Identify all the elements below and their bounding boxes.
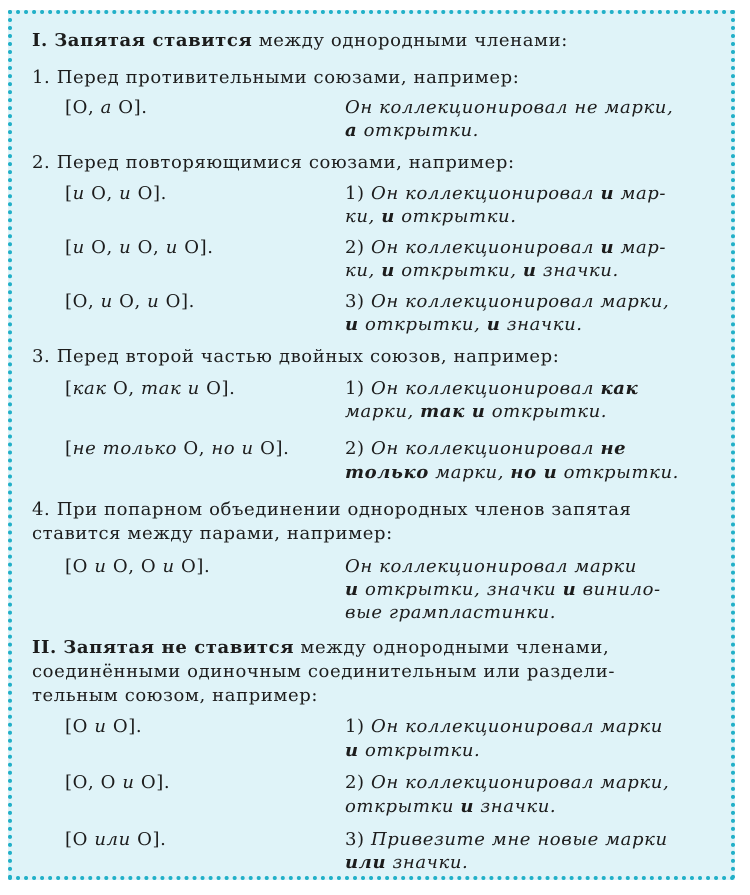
section2-title: II. Запятая не ставится между однородными членами, — [32, 637, 610, 658]
rule1-example-l2: а открытки. — [345, 120, 479, 141]
section2-example-1-l2: и открытки. — [345, 740, 481, 761]
rule3-scheme-1: [как О, так и О]. — [65, 378, 236, 399]
rule2-example-3-l1: 3) Он коллекционировал марки, — [345, 291, 670, 312]
rule3-heading: 3. Перед второй частью двойных союзов, например: — [32, 346, 560, 367]
rule1-scheme: [О, а О]. — [65, 97, 148, 118]
section2-example-2-l2: открытки и значки. — [345, 796, 557, 817]
rule2-scheme-3: [О, и О, и О]. — [65, 291, 195, 312]
rule4-heading-l1: 4. При попарном объединении однородных членов запятая — [32, 499, 632, 520]
section2-scheme-2: [О, О и О]. — [65, 772, 171, 793]
rule2-example-1-l1: 1) Он коллекционировал и мар- — [345, 183, 667, 204]
section2-example-2-l1: 2) Он коллекционировал марки, — [345, 772, 670, 793]
rule2-example-3-l2: и открытки, и значки. — [345, 314, 583, 335]
rule4-example-l2: и открытки, значки и винило- — [345, 579, 661, 600]
rule2-example-2-l2: ки, и открытки, и значки. — [345, 260, 619, 281]
section2-l3: тельным союзом, например: — [32, 685, 319, 706]
rule4-heading-l2: ставится между парами, например: — [32, 523, 393, 544]
rule3-scheme-2: [не только О, но и О]. — [65, 438, 290, 459]
rule1-heading: 1. Перед противительными союзами, например: — [32, 67, 520, 88]
rule4-example-l3: вые грампластинки. — [345, 602, 557, 623]
rule2-heading: 2. Перед повторяющимися союзами, например: — [32, 152, 515, 173]
rule2-example-1-l2: ки, и открытки. — [345, 206, 517, 227]
section2-l2: соединёнными одиночным соединительным или раздели- — [32, 661, 616, 682]
section2-example-3-l2: или значки. — [345, 852, 469, 873]
rule3-example-2-l2: только марки, но и открытки. — [345, 462, 679, 483]
section1-title: I. Запятая ставится между однородными членами: — [32, 30, 568, 51]
rule3-example-1-l1: 1) Он коллекционировал как — [345, 378, 639, 399]
section2-scheme-3: [О или О]. — [65, 829, 167, 850]
section2-example-1-l1: 1) Он коллекционировал марки — [345, 716, 663, 737]
rule2-scheme-1: [и О, и О]. — [65, 183, 167, 204]
rule4-example-l1: Он коллекционировал марки — [345, 556, 637, 577]
rule3-example-2-l1: 2) Он коллекционировал не — [345, 438, 627, 459]
rule3-example-1-l2: марки, так и открытки. — [345, 401, 608, 422]
rule1-example-l1: Он коллекционировал не марки, — [345, 97, 674, 118]
rule4-scheme: [О и О, О и О]. — [65, 556, 211, 577]
section2-scheme-1: [О и О]. — [65, 716, 143, 737]
rule2-scheme-2: [и О, и О, и О]. — [65, 237, 214, 258]
section2-example-3-l1: 3) Привезите мне новые марки — [345, 829, 668, 850]
rule2-example-2-l1: 2) Он коллекционировал и мар- — [345, 237, 667, 258]
